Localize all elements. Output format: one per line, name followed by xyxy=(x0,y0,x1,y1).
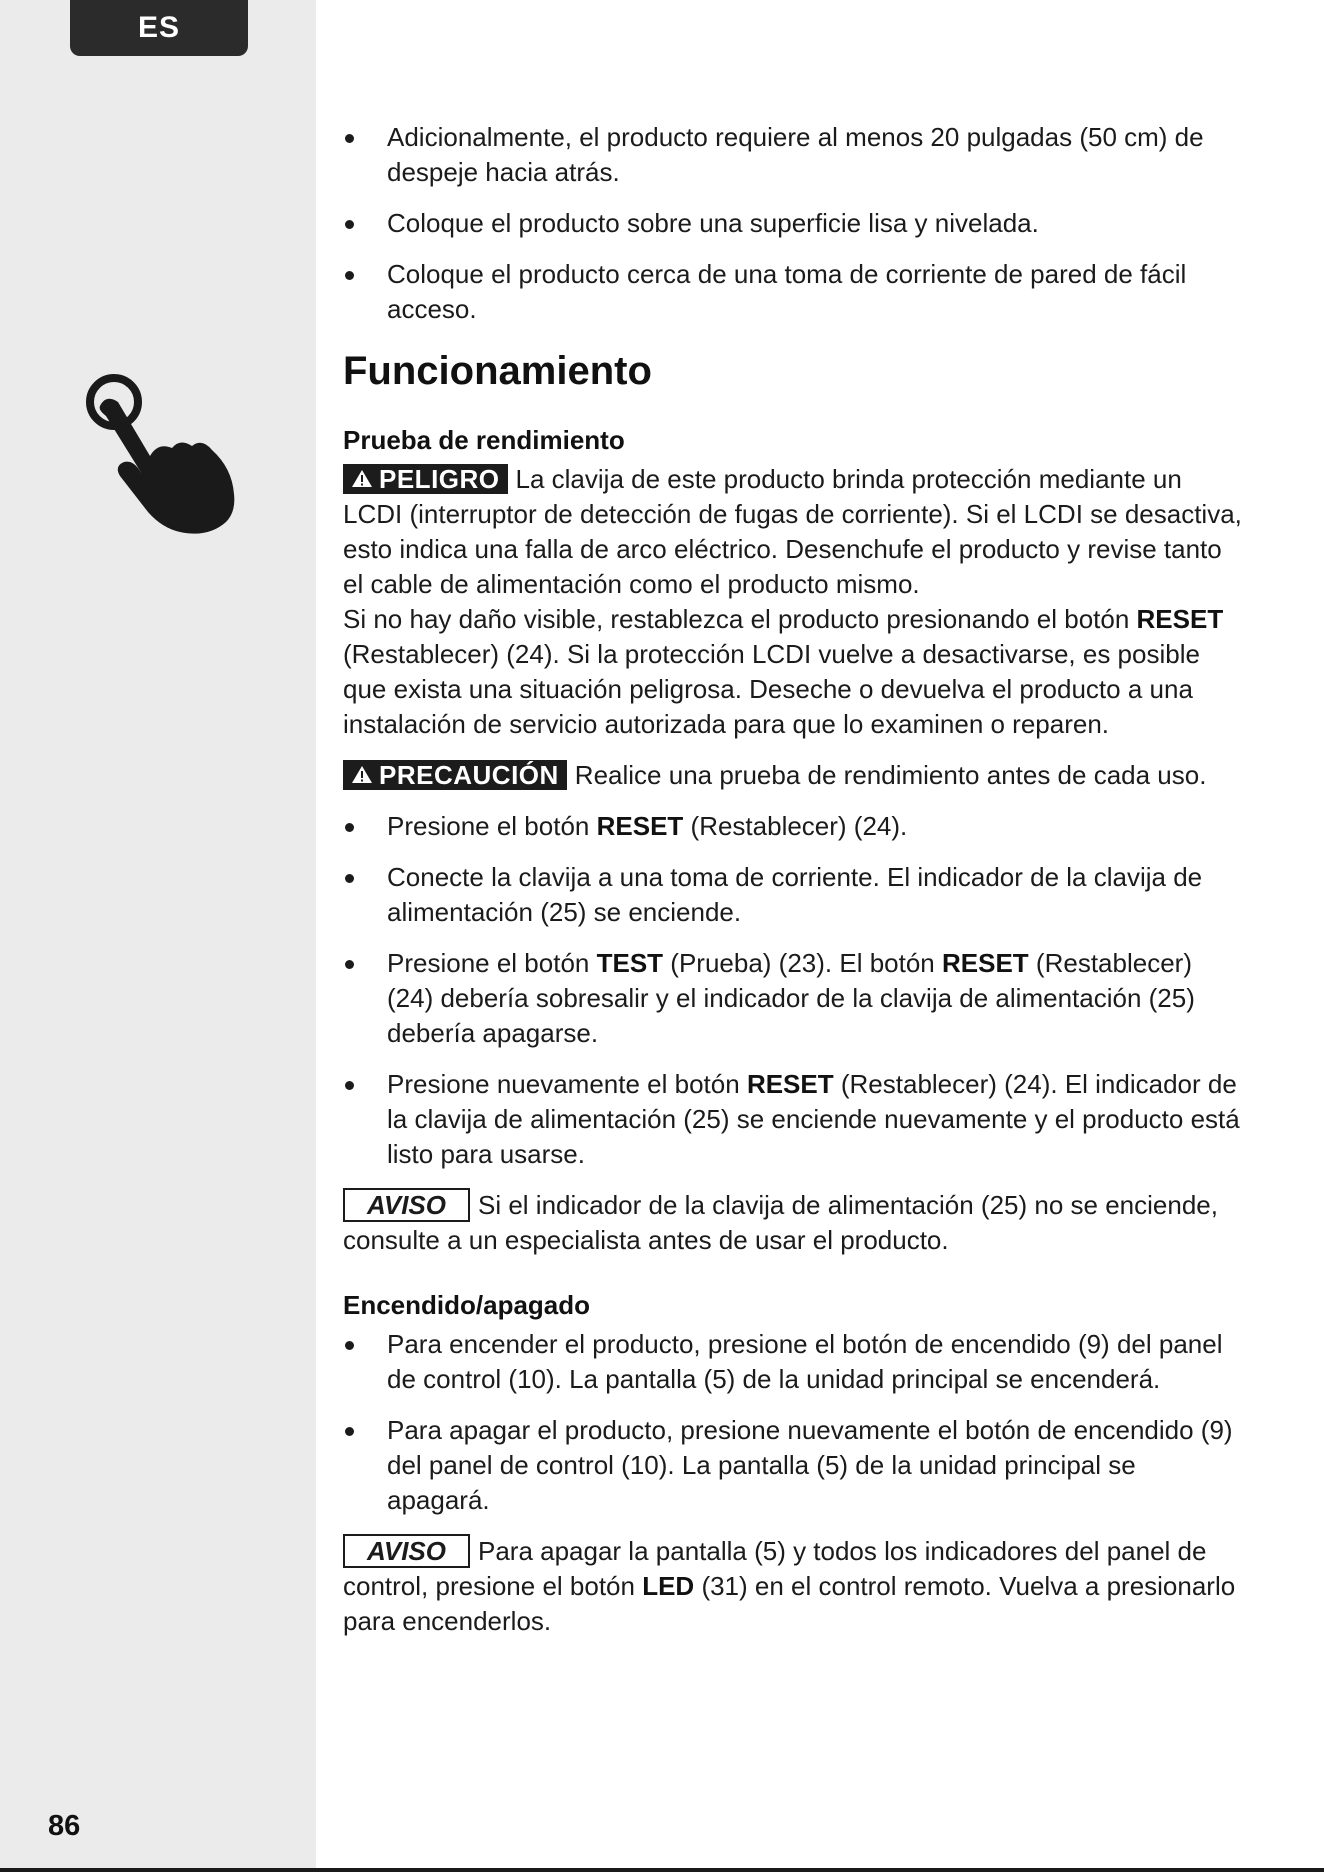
danger-text: La clavija de este producto brinda protección mediante un LCDI (interruptor de detección de fugas de corriente). Si el LCDI se desactiva, esto indica una falla de arco eléctrico. Desenchufe el producto y revise tanto el cable de alimentación como el producto mismo. xyxy=(343,464,1242,599)
main-content xyxy=(343,120,1243,1639)
page-number: 86 xyxy=(48,1810,81,1842)
test-steps-list xyxy=(343,809,1243,1172)
step-bold: RESET xyxy=(746,1069,834,1099)
step-bold: TEST xyxy=(596,948,664,978)
list-item xyxy=(343,1067,1243,1172)
list-item: Para apagar el producto, presione nuevamente el botón de encendido (9) del panel de control (10). La pantalla (5) de la unidad principal se apagará. xyxy=(343,1413,1243,1518)
sidebar-band xyxy=(0,0,316,1868)
notice-paragraph xyxy=(343,1188,1243,1258)
notice-label: AVISO xyxy=(343,1534,470,1568)
notice-label: AVISO xyxy=(343,1188,470,1222)
step-text: (Restablecer) (24). xyxy=(690,811,908,841)
caution-label xyxy=(343,760,567,790)
notice-text-post: (31) en el control remoto. Vuelva a presionarlo para encenderlos. xyxy=(343,1571,1236,1636)
caution-text: Realice una prueba de rendimiento antes de cada uso. xyxy=(574,760,1207,790)
notice-text: Si el indicador de la clavija de alimentación (25) no se enciende, consulte a un especialista antes de usar el producto. xyxy=(343,1190,1218,1255)
caution-label-text: PRECAUCIÓN xyxy=(379,760,559,790)
list-item: Para encender el producto, presione el botón de encendido (9) del panel de control (10). La pantalla (5) de la unidad principal se encenderá. xyxy=(343,1327,1243,1397)
step-bold: RESET xyxy=(942,948,1029,978)
danger-label-text: PELIGRO xyxy=(379,464,500,494)
list-item xyxy=(343,809,1243,844)
warning-triangle-icon xyxy=(351,469,373,488)
step-bold: RESET xyxy=(596,811,684,841)
step-text: (Restablecer) (24). El indicador de la clavija de alimentación (25) se enciende nuevamente y el producto está listo para usarse. xyxy=(387,1069,1240,1169)
danger-label xyxy=(343,464,508,494)
reset-text-pre: Si no hay daño visible, restablezca el producto presionando el botón xyxy=(343,604,1130,634)
bottom-rule xyxy=(0,1868,1324,1872)
step-text: (Restablecer) (24) debería sobresalir y el indicador de la clavija de alimentación (25) debería apagarse. xyxy=(387,948,1195,1048)
on-off-list xyxy=(343,1327,1243,1518)
danger-paragraph xyxy=(343,462,1243,602)
step-text: Presione el botón xyxy=(387,811,590,841)
hand-pointer-icon xyxy=(76,372,244,542)
notice-bold: LED xyxy=(642,1571,695,1601)
intro-bullet-list xyxy=(343,120,1243,327)
list-item: Conecte la clavija a una toma de corriente. El indicador de la clavija de alimentación (25) se enciende. xyxy=(343,860,1243,930)
caution-paragraph xyxy=(343,758,1243,793)
list-item: Coloque el producto cerca de una toma de corriente de pared de fácil acceso. xyxy=(343,257,1243,327)
notice-paragraph xyxy=(343,1534,1243,1639)
performance-test-heading: Prueba de rendimiento xyxy=(343,425,625,455)
section-title: Funcionamiento xyxy=(343,349,652,393)
on-off-heading: Encendido/apagado xyxy=(343,1290,591,1320)
step-text: Presione nuevamente el botón xyxy=(387,1069,740,1099)
list-item: Adicionalmente, el producto requiere al menos 20 pulgadas (50 cm) de despeje hacia atrás. xyxy=(343,120,1243,190)
reset-text-post: (Restablecer) (24). Si la protección LCDI vuelve a desactivarse, es posible que exista una situación peligrosa. Deseche o devuelva el producto a una instalación de servicio autorizada para que lo examinen o reparen. xyxy=(343,639,1200,739)
reset-bold: RESET xyxy=(1136,604,1224,634)
list-item: Coloque el producto sobre una superficie lisa y nivelada. xyxy=(343,206,1243,241)
warning-triangle-icon xyxy=(351,765,373,784)
notice-text-pre: Para apagar la pantalla (5) y todos los indicadores del panel de control, presione el botón xyxy=(343,1536,1207,1601)
step-text: (Prueba) (23). El botón xyxy=(670,948,935,978)
reset-paragraph xyxy=(343,602,1243,742)
language-tab: ES xyxy=(70,0,248,56)
step-text: Presione el botón xyxy=(387,948,590,978)
list-item xyxy=(343,946,1243,1051)
